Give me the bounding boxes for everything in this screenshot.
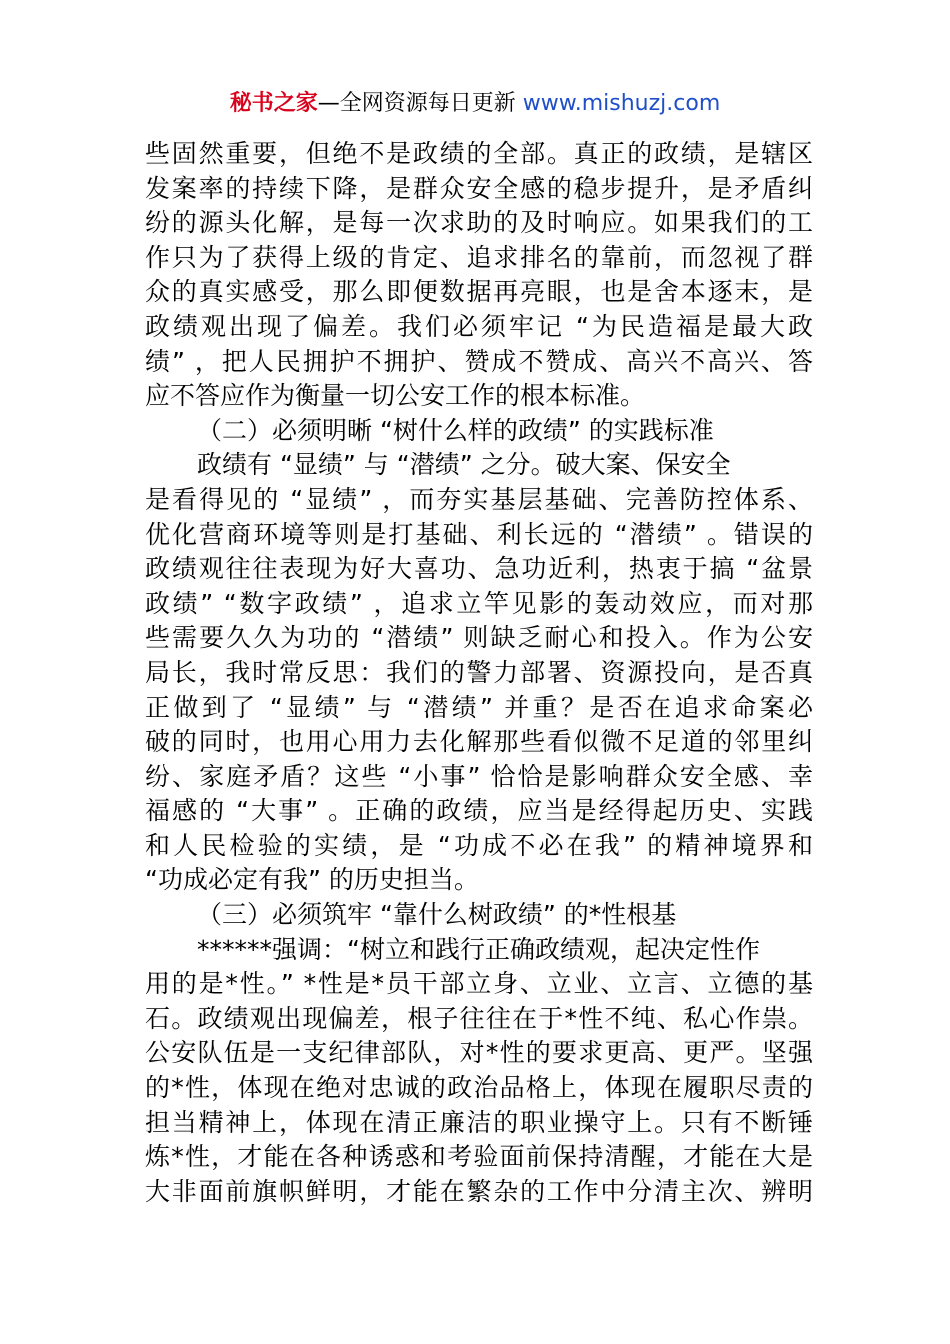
text-line: 担当精神上，体现在清正廉洁的职业操守上。只有不断锤 [145,1107,813,1137]
text-line: 政绩观出现了偏差。我们必须牢记 “为民造福是最大政 [145,311,813,341]
text-line: 破的同时，也用心用力去化解那些看似微不足道的邻里纠 [145,727,813,757]
text-line: ******强调：“树立和践行正确政绩观，起决定性作 [197,934,760,964]
text-line: 纷、家庭矛盾？这些 “小事” 恰恰是影响群众安全感、幸 [145,761,813,791]
document-body [145,137,813,1209]
page-header [0,88,950,120]
text-line: 些固然重要，但绝不是政绩的全部。真正的政绩，是辖区 [145,139,813,168]
text-line: 政绩观往往表现为好大喜功、急功近利，热衷于搞 “盆景 [145,554,813,584]
text-line: 公安队伍是一支纪律部队，对*性的要求更高、更严。坚强 [145,1038,813,1068]
text-line: 和人民检验的实绩，是 “功成不必在我” 的精神境界和 [145,830,813,860]
text-line: 大非面前旗帜鲜明，才能在繁杂的工作中分清主次、辨明 [145,1176,813,1206]
text-line: 应不答应作为衡量一切公安工作的根本标准。 [145,381,646,411]
text-line: 作只为了获得上级的肯定、追求排名的靠前，而忽视了群 [145,242,813,272]
text-line: 石。政绩观出现偏差，根子往往在于*性不纯、私心作祟。 [145,1003,813,1033]
text-line: 优化营商环境等则是打基础、利长远的 “潜绩” 。错误的 [145,519,813,549]
text-line: 发案率的持续下降，是群众安全感的稳步提升，是矛盾纠 [145,173,813,203]
text-line: “功成必定有我” 的历史担当。 [145,865,479,895]
header-slogan: 全网资源每日更新 [339,91,523,116]
text-line: （三）必须筑牢 “靠什么树政绩” 的*性根基 [197,900,677,930]
text-line: 绩” ，把人民拥护不拥护、赞成不赞成、高兴不高兴、答 [145,346,813,376]
text-line: 政绩有 “显绩” 与 “潜绩” 之分。破大案、保安全 [197,450,731,480]
text-line: （二）必须明晰 “树什么样的政绩” 的实践标准 [197,415,714,445]
text-line: 的*性，体现在绝对忠诚的政治品格上，体现在履职尽责的 [145,1073,813,1103]
text-line: 众的真实感受，那么即便数据再亮眼，也是舍本逐末，是 [145,277,813,307]
text-line: 局长，我时常反思：我们的警力部署、资源投向，是否真 [145,657,813,687]
text-line: 是看得见的 “显绩” ，而夯实基层基础、完善防控体系、 [145,484,813,514]
text-line: 纷的源头化解，是每一次求助的及时响应。如果我们的工 [145,208,813,238]
text-line: 用的是*性。” *性是*员干部立身、立业、立言、立德的基 [145,969,813,999]
text-line: 福感的 “大事” 。正确的政绩，应当是经得起历史、实践 [145,796,813,826]
text-line: 政绩” “数字政绩” ，追求立竿见影的轰动效应，而对那 [145,588,813,618]
text-line: 正做到了 “显绩” 与 “潜绩” 并重？是否在追求命案必 [145,692,813,722]
header-brand: 秘书之家 [229,91,318,116]
header-url[interactable]: www.mishuzj.com [522,91,721,116]
text-line: 些需要久久为功的 “潜绩” 则缺乏耐心和投入。作为公安 [145,623,813,653]
text-line: 炼*性，才能在各种诱惑和考验面前保持清醒，才能在大是 [145,1142,813,1172]
header-dash: — [317,91,340,116]
